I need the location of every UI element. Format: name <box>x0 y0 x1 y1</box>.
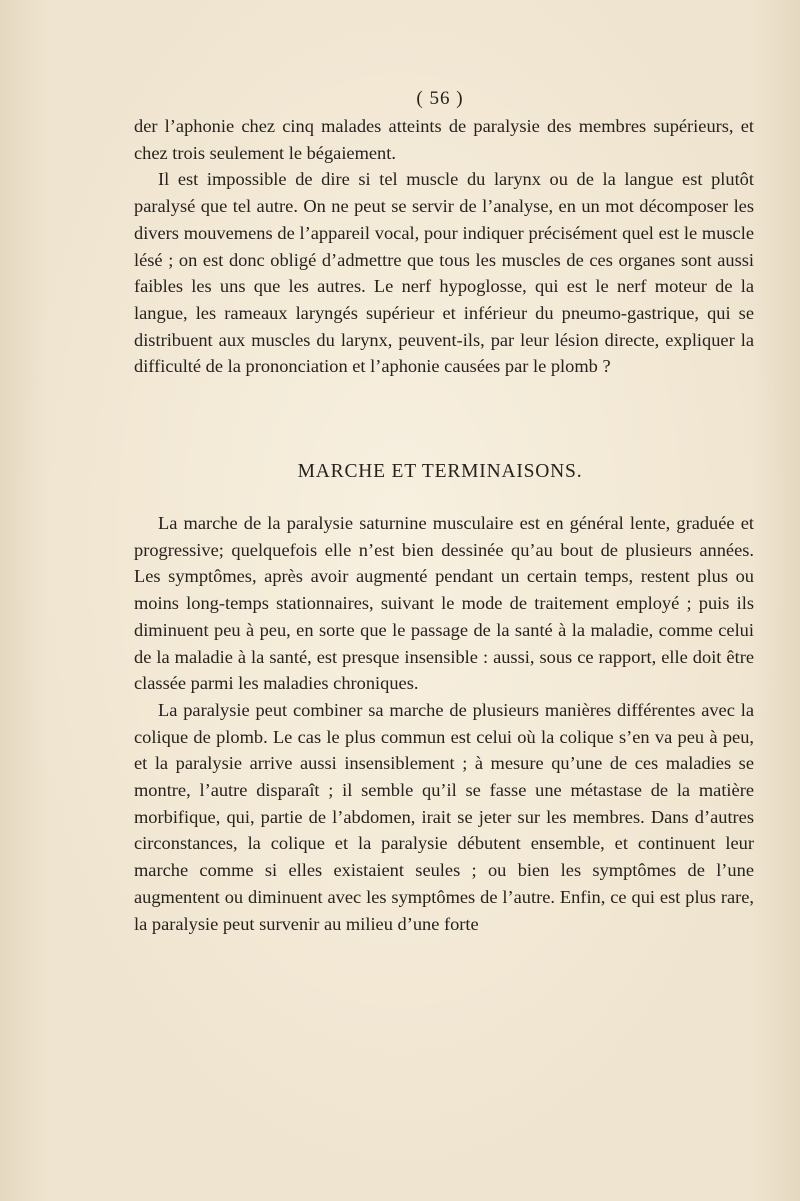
paragraph-colique: La paralysie peut combiner sa marche de plusieurs manières différentes avec la colique de plomb. Le cas le plus commun est celui où la colique s’en va peu à peu, et la paralysie arrive aussi insensiblement ; à mesure qu’une de ces maladies se montre, l’autre disparaît ; il semble qu’il se fasse une métastase de la matière morbifique, qui, partie de l’abdomen, irait se jeter sur les membres. Dans d’autres circonstances, la colique et la paralysie débutent ensemble, et continuent leur marche comme si elles existaient seules ; ou bien les symptômes de l’une augmentent ou diminuent avec les symptômes de l’autre. Enfin, ce qui est plus rare, la paralysie peut survenir au milieu d’une forte <box>134 699 754 934</box>
section-heading: MARCHE ET TERMINAISONS. <box>297 461 583 482</box>
page-number: ( 56 ) <box>416 88 464 109</box>
text-block-before-heading <box>134 113 754 380</box>
paragraph-larynx: Il est impossible de dire si tel muscle du larynx ou de la langue est plutôt paralysé que tel autre. On ne peut se servir de l’analyse, en un mot décomposer les divers mouvemens de l’appareil vocal, pour indiquer précisément quel est le muscle lésé ; on est donc obligé d’admettre que tous les muscles de ces organes sont aussi faibles les uns que les autres. Le nerf hypoglosse, qui est le nerf moteur de la langue, les rameaux laryngés supérieur et inférieur du pneumo-gastrique, qui se distribuent aux muscles du larynx, peuvent-ils, par leur lésion directe, expliquer la difficulté de la prononciation et l’aphonie causées par le plomb ? <box>134 169 754 377</box>
paragraph-marche: La marche de la paralysie saturnine musculaire est en général lente, graduée et progressive; quelquefois elle n’est bien dessinée qu’au bout de plusieurs années. Les symptômes, après avoir augmenté pendant un certain temps, restent plus ou moins long-temps stationnaires, suivant le mode de traitement employé ; puis ils diminuent peu à peu, en sorte que le passage de la santé à la maladie, comme celui de la maladie à la santé, est presque insensible : aussi, sous ce rapport, elle doit être classée parmi les maladies chroniques. <box>134 513 754 694</box>
paragraph-continued: der l’aphonie chez cinq malades atteints de paralysie des membres supérieurs, et chez trois seulement le bégaiement. <box>134 116 754 163</box>
text-block-after-heading <box>134 510 754 937</box>
